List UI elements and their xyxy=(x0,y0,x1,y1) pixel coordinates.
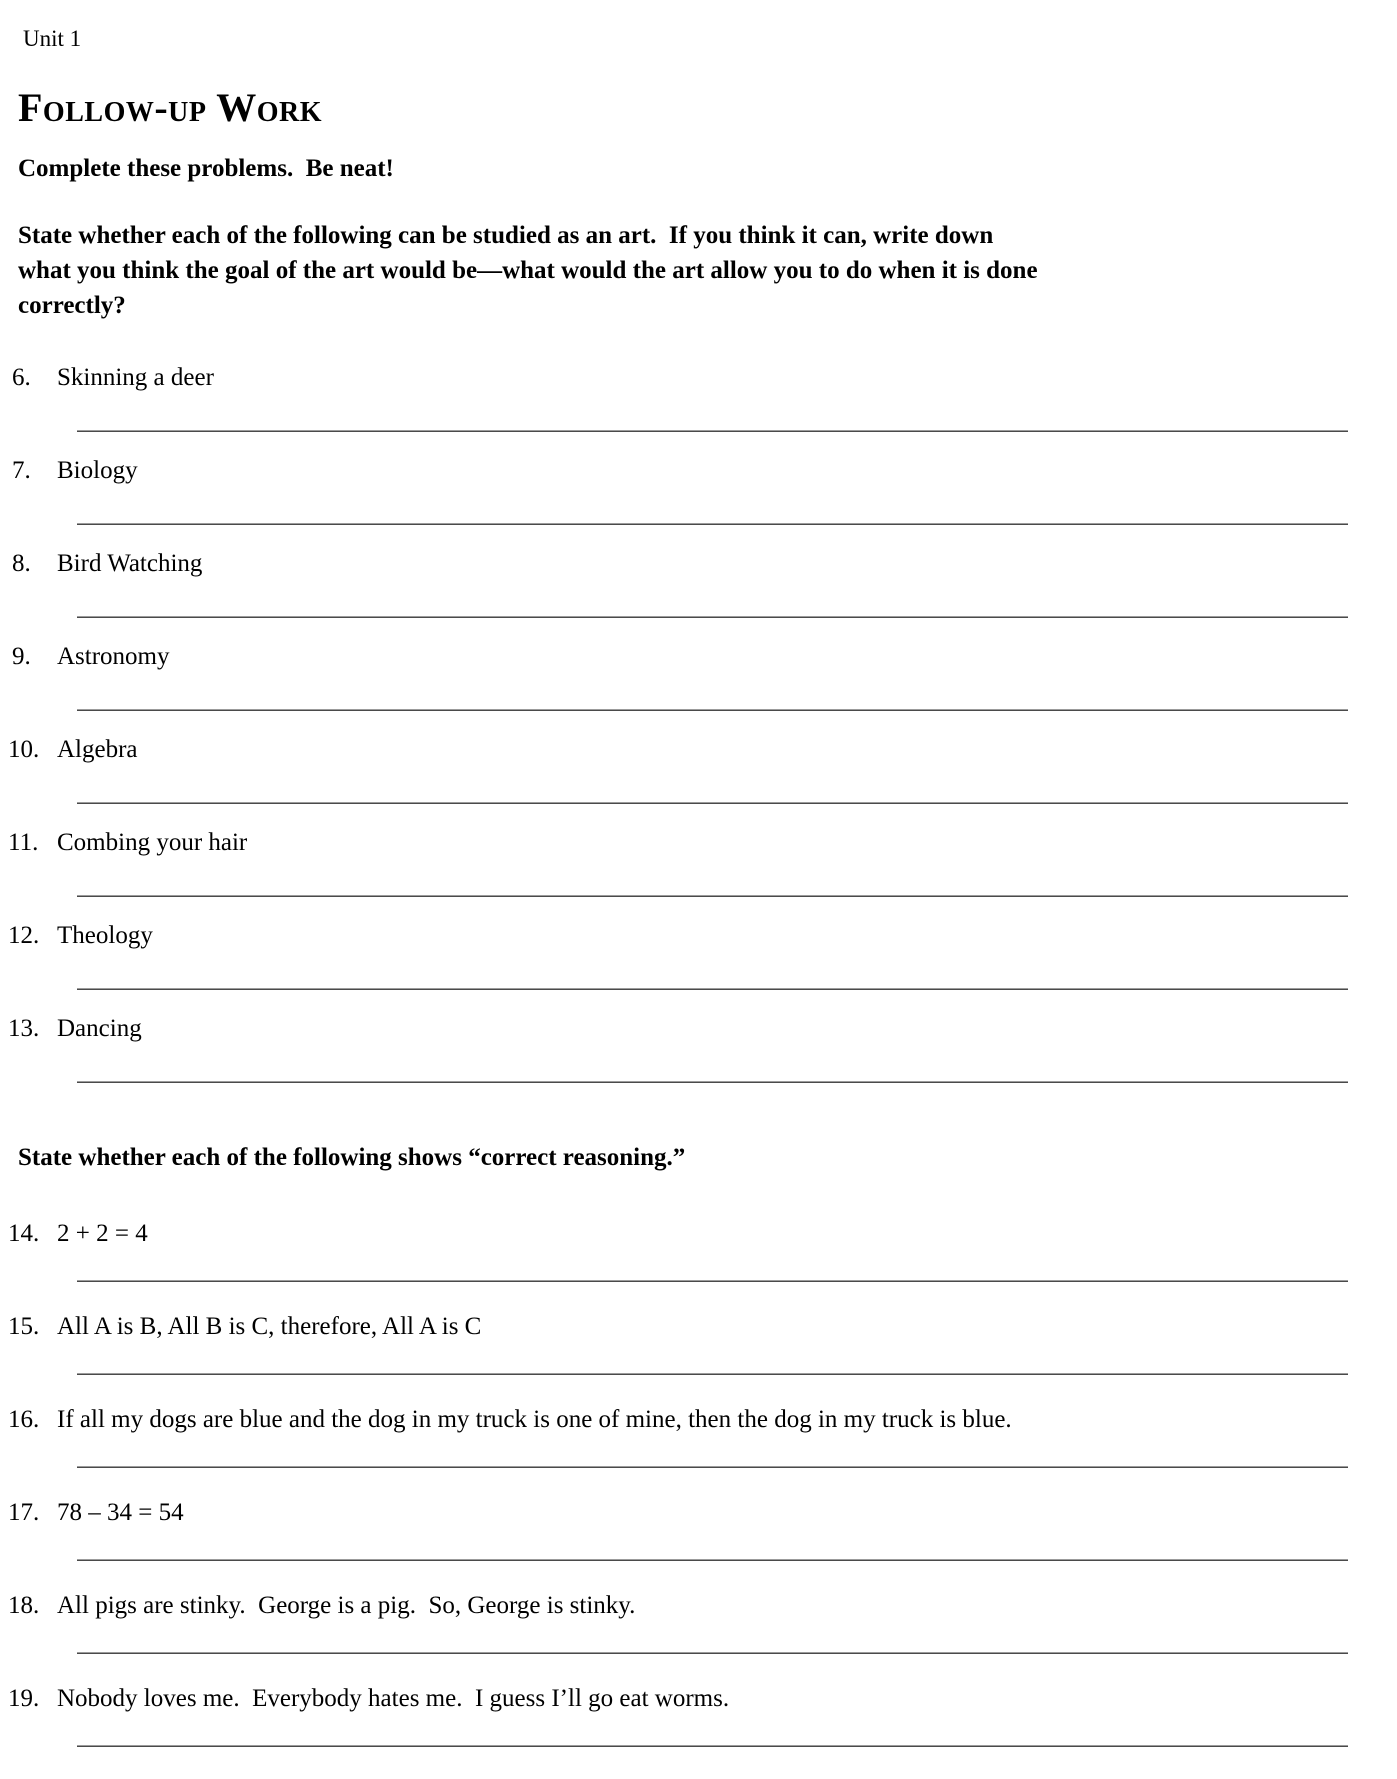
problem-item-6 xyxy=(0,363,1397,432)
problem-number: 9. xyxy=(12,643,31,670)
problem-number: 16. xyxy=(8,1406,40,1433)
problem-text: Dancing xyxy=(57,1015,142,1042)
answer-line[interactable] xyxy=(77,895,1348,897)
problem-text: Nobody loves me. Everybody hates me. I guess I’ll go eat worms. xyxy=(57,1685,730,1712)
problem-row xyxy=(0,1684,1397,1714)
answer-line[interactable] xyxy=(77,1559,1348,1561)
problem-number: 11. xyxy=(8,829,39,856)
answer-line[interactable] xyxy=(77,523,1348,525)
problem-number: 12. xyxy=(8,922,40,949)
problem-number: 14. xyxy=(8,1220,40,1247)
problem-item-15 xyxy=(0,1312,1397,1375)
problem-row xyxy=(0,456,1397,486)
problem-text: Biology xyxy=(57,457,138,484)
problem-item-19 xyxy=(0,1684,1397,1747)
answer-line[interactable] xyxy=(77,1652,1348,1654)
problem-text: 2 + 2 = 4 xyxy=(57,1220,148,1247)
problem-text: Skinning a deer xyxy=(57,364,214,391)
problem-text: Algebra xyxy=(57,736,138,763)
problem-number: 19. xyxy=(8,1685,40,1712)
problem-row xyxy=(0,828,1397,858)
answer-line[interactable] xyxy=(77,709,1348,711)
problem-number: 13. xyxy=(8,1015,40,1042)
answer-line[interactable] xyxy=(77,1466,1348,1468)
page-title: Follow-up Work xyxy=(18,85,323,130)
problem-row xyxy=(0,1014,1397,1044)
problem-text: If all my dogs are blue and the dog in my truck is one of mine, then the dog in my truck is blue. xyxy=(57,1406,1012,1433)
problem-item-10 xyxy=(0,735,1397,804)
problem-item-8 xyxy=(0,549,1397,618)
answer-line[interactable] xyxy=(77,1081,1348,1083)
problem-number: 8. xyxy=(12,550,31,577)
instruction-line: State whether each of the following can be studied as an art. If you think it can, write down xyxy=(18,222,994,249)
problem-text: Bird Watching xyxy=(57,550,203,577)
problem-row xyxy=(0,1219,1397,1249)
problem-item-12 xyxy=(0,921,1397,990)
problem-row xyxy=(0,549,1397,579)
problem-row xyxy=(0,642,1397,672)
section-reasoning-instructions: State whether each of the following shows “correct reasoning.” xyxy=(18,1144,686,1171)
problem-item-18 xyxy=(0,1591,1397,1654)
problem-number: 7. xyxy=(12,457,31,484)
problem-row xyxy=(0,735,1397,765)
problem-row xyxy=(0,363,1397,393)
instruction-line: correctly? xyxy=(18,292,126,319)
answer-line[interactable] xyxy=(77,1373,1348,1375)
problem-row xyxy=(0,1498,1397,1528)
section-art-instructions xyxy=(18,218,1397,323)
answer-line[interactable] xyxy=(77,988,1348,990)
problem-text: 78 – 34 = 54 xyxy=(57,1499,184,1526)
problem-item-16 xyxy=(0,1405,1397,1468)
instruction-line: what you think the goal of the art would be—what would the art allow you to do when it is done xyxy=(18,257,1038,284)
answer-line[interactable] xyxy=(77,1745,1348,1747)
problem-item-7 xyxy=(0,456,1397,525)
problem-number: 15. xyxy=(8,1313,40,1340)
problem-text: Astronomy xyxy=(57,643,170,670)
answer-line[interactable] xyxy=(77,430,1348,432)
problem-number: 6. xyxy=(12,364,31,391)
problem-text: Combing your hair xyxy=(57,829,248,856)
section-reasoning-items xyxy=(0,1219,1397,1747)
problem-item-11 xyxy=(0,828,1397,897)
answer-line[interactable] xyxy=(77,1280,1348,1282)
problem-number: 17. xyxy=(8,1499,40,1526)
unit-label: Unit 1 xyxy=(23,26,82,51)
problem-item-14 xyxy=(0,1219,1397,1282)
problem-row xyxy=(0,1591,1397,1621)
problem-text: All A is B, All B is C, therefore, All A is C xyxy=(57,1313,482,1340)
problem-row xyxy=(0,921,1397,951)
answer-line[interactable] xyxy=(77,802,1348,804)
problem-number: 18. xyxy=(8,1592,40,1619)
problem-row xyxy=(0,1405,1397,1435)
instructions-subtitle: Complete these problems. Be neat! xyxy=(18,155,394,182)
problem-text: Theology xyxy=(57,922,153,949)
problem-row xyxy=(0,1312,1397,1342)
problem-item-13 xyxy=(0,1014,1397,1083)
problem-text: All pigs are stinky. George is a pig. So, George is stinky. xyxy=(57,1592,636,1619)
problem-item-17 xyxy=(0,1498,1397,1561)
problem-number: 10. xyxy=(8,736,40,763)
problem-item-9 xyxy=(0,642,1397,711)
section-art-items xyxy=(0,363,1397,1083)
answer-line[interactable] xyxy=(77,616,1348,618)
